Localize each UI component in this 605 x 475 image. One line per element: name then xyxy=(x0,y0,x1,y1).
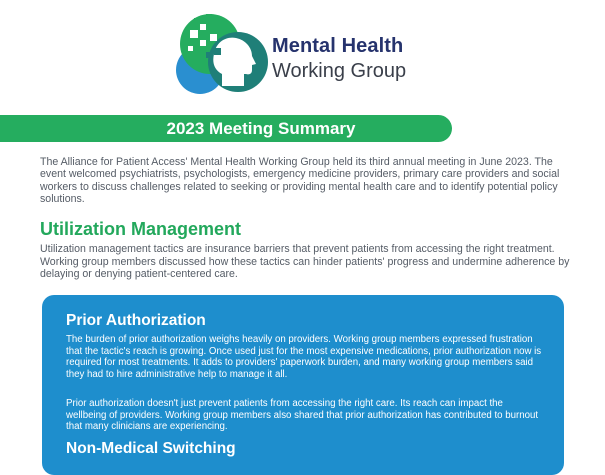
page-title: 2023 Meeting Summary xyxy=(166,119,356,138)
utilization-paragraph: Utilization management tactics are insurance barriers that prevent patients from accessing the right treatment. Working group members discussed how these tactics can hinder patients' progress and undermine adherence by delaying or denying patient-centered care. xyxy=(40,243,570,281)
card-paragraph-1: The burden of prior authorization weighs heavily on providers. Working group members expressed frustration that the tactic's reach is growing. Once used just for the most expensive medications, prior authorization now is required for most treatments. It adds to providers' paperwork burden, and many working group members said they had to hire administrative help to manage it all. xyxy=(66,334,542,380)
intro-paragraph: The Alliance for Patient Access' Mental Health Working Group held its third annual meeting in June 2023. The event welcomed psychiatrists, psychologists, emergency medicine providers, primary care providers and social workers to discuss challenges related to seeking or providing mental health care and to identify potential policy solutions. xyxy=(40,156,560,206)
section-heading-utilization: Utilization Management xyxy=(40,219,242,239)
card-heading-prior-authorization: Prior Authorization xyxy=(66,312,206,329)
card-heading-non-medical-switching: Non-Medical Switching xyxy=(66,440,236,457)
card-paragraph-2: Prior authorization doesn't just prevent patients from accessing the right care. Its reach can impact the wellbeing of providers. Working group members also shared that prior authorization has contributed to burnout that many clinicians are experiencing. xyxy=(66,398,539,433)
logo-subtitle: Working Group xyxy=(272,60,407,82)
mental-health-logo-icon xyxy=(170,12,270,96)
logo-title: Mental Health xyxy=(272,35,404,57)
